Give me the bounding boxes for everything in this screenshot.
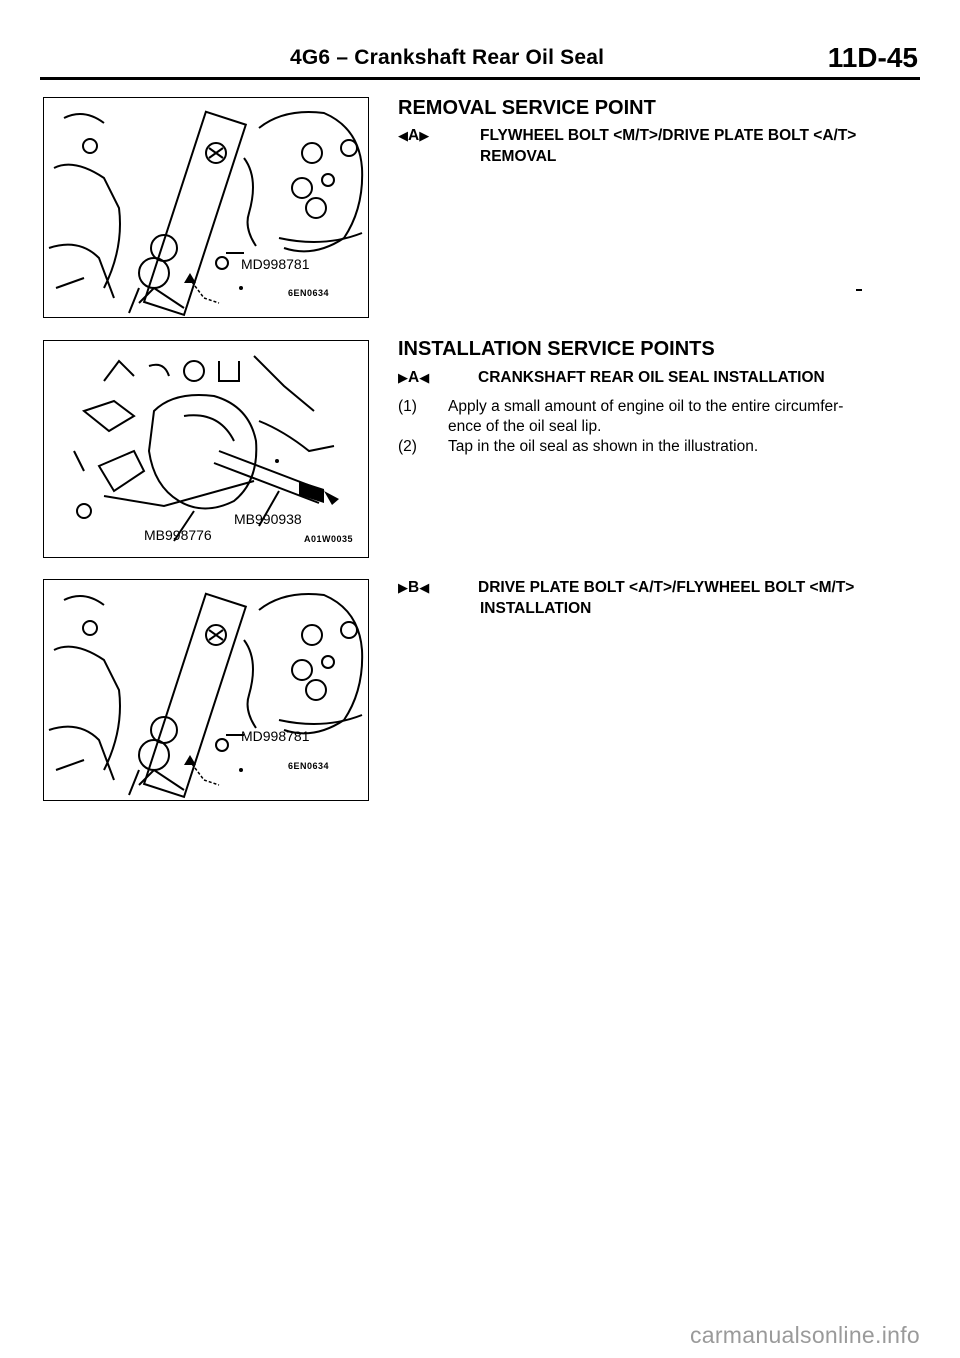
triangle-left-icon: ◀	[419, 370, 430, 385]
marker-a-removal	[398, 125, 480, 146]
watermark: carmanualsonline.info	[689, 1322, 920, 1348]
step-text: Apply a small amount of engine oil to the entire circumfer-	[448, 398, 844, 415]
figure-code: 6EN0634	[288, 288, 330, 298]
step-1	[398, 397, 843, 437]
installation-item-b-text: DRIVE PLATE BOLT <A/T>/FLYWHEEL BOLT <M/T>	[478, 579, 855, 596]
triangle-right-icon: ▶	[398, 580, 408, 595]
step-text: Tap in the oil seal as shown in the illustration.	[448, 438, 759, 455]
installation-heading: INSTALLATION SERVICE POINTS	[398, 338, 715, 360]
figure-code: 6EN0634	[288, 761, 330, 771]
figure-flywheel-removal	[43, 97, 369, 318]
stray-mark	[856, 289, 862, 291]
tool-label-adapter: MB998776	[144, 527, 212, 543]
marker-letter: B	[408, 579, 420, 596]
removal-item-text: FLYWHEEL BOLT <M/T>/DRIVE PLATE BOLT <A/T>	[480, 127, 857, 144]
figure-oil-seal-installation	[43, 340, 369, 558]
removal-heading: REMOVAL SERVICE POINT	[398, 97, 656, 119]
triangle-left-icon: ◀	[419, 580, 430, 595]
flywheel-tool-illustration	[44, 98, 370, 319]
marker-letter: A	[408, 127, 420, 144]
step-2	[398, 437, 758, 457]
page-title: 4G6 – Crankshaft Rear Oil Seal	[290, 46, 605, 69]
installation-item-a	[398, 367, 825, 388]
tool-label-installer: MB990938	[234, 511, 302, 527]
triangle-right-icon: ▶	[398, 370, 408, 385]
tool-label: MD998781	[241, 256, 310, 272]
installation-item-b-text-cont: INSTALLATION	[480, 600, 592, 617]
step-number: (1)	[398, 398, 417, 415]
page-number: 11D-45	[827, 42, 918, 73]
figure-flywheel-installation	[43, 579, 369, 801]
marker-a-install	[398, 367, 478, 388]
step-number: (2)	[398, 438, 417, 455]
triangle-right-icon: ▶	[419, 128, 430, 143]
header-rule	[40, 77, 920, 80]
triangle-left-icon: ◀	[398, 128, 408, 143]
removal-item-text-cont: REMOVAL	[480, 148, 557, 165]
marker-b-install	[398, 577, 478, 598]
marker-letter: A	[408, 369, 420, 386]
installation-item-b	[398, 577, 854, 619]
removal-item-a	[398, 125, 856, 167]
step-text-cont: ence of the oil seal lip.	[448, 418, 602, 435]
figure-code: A01W0035	[304, 534, 354, 544]
installation-item-a-text: CRANKSHAFT REAR OIL SEAL INSTALLATION	[478, 369, 825, 386]
tool-label: MD998781	[241, 728, 310, 744]
